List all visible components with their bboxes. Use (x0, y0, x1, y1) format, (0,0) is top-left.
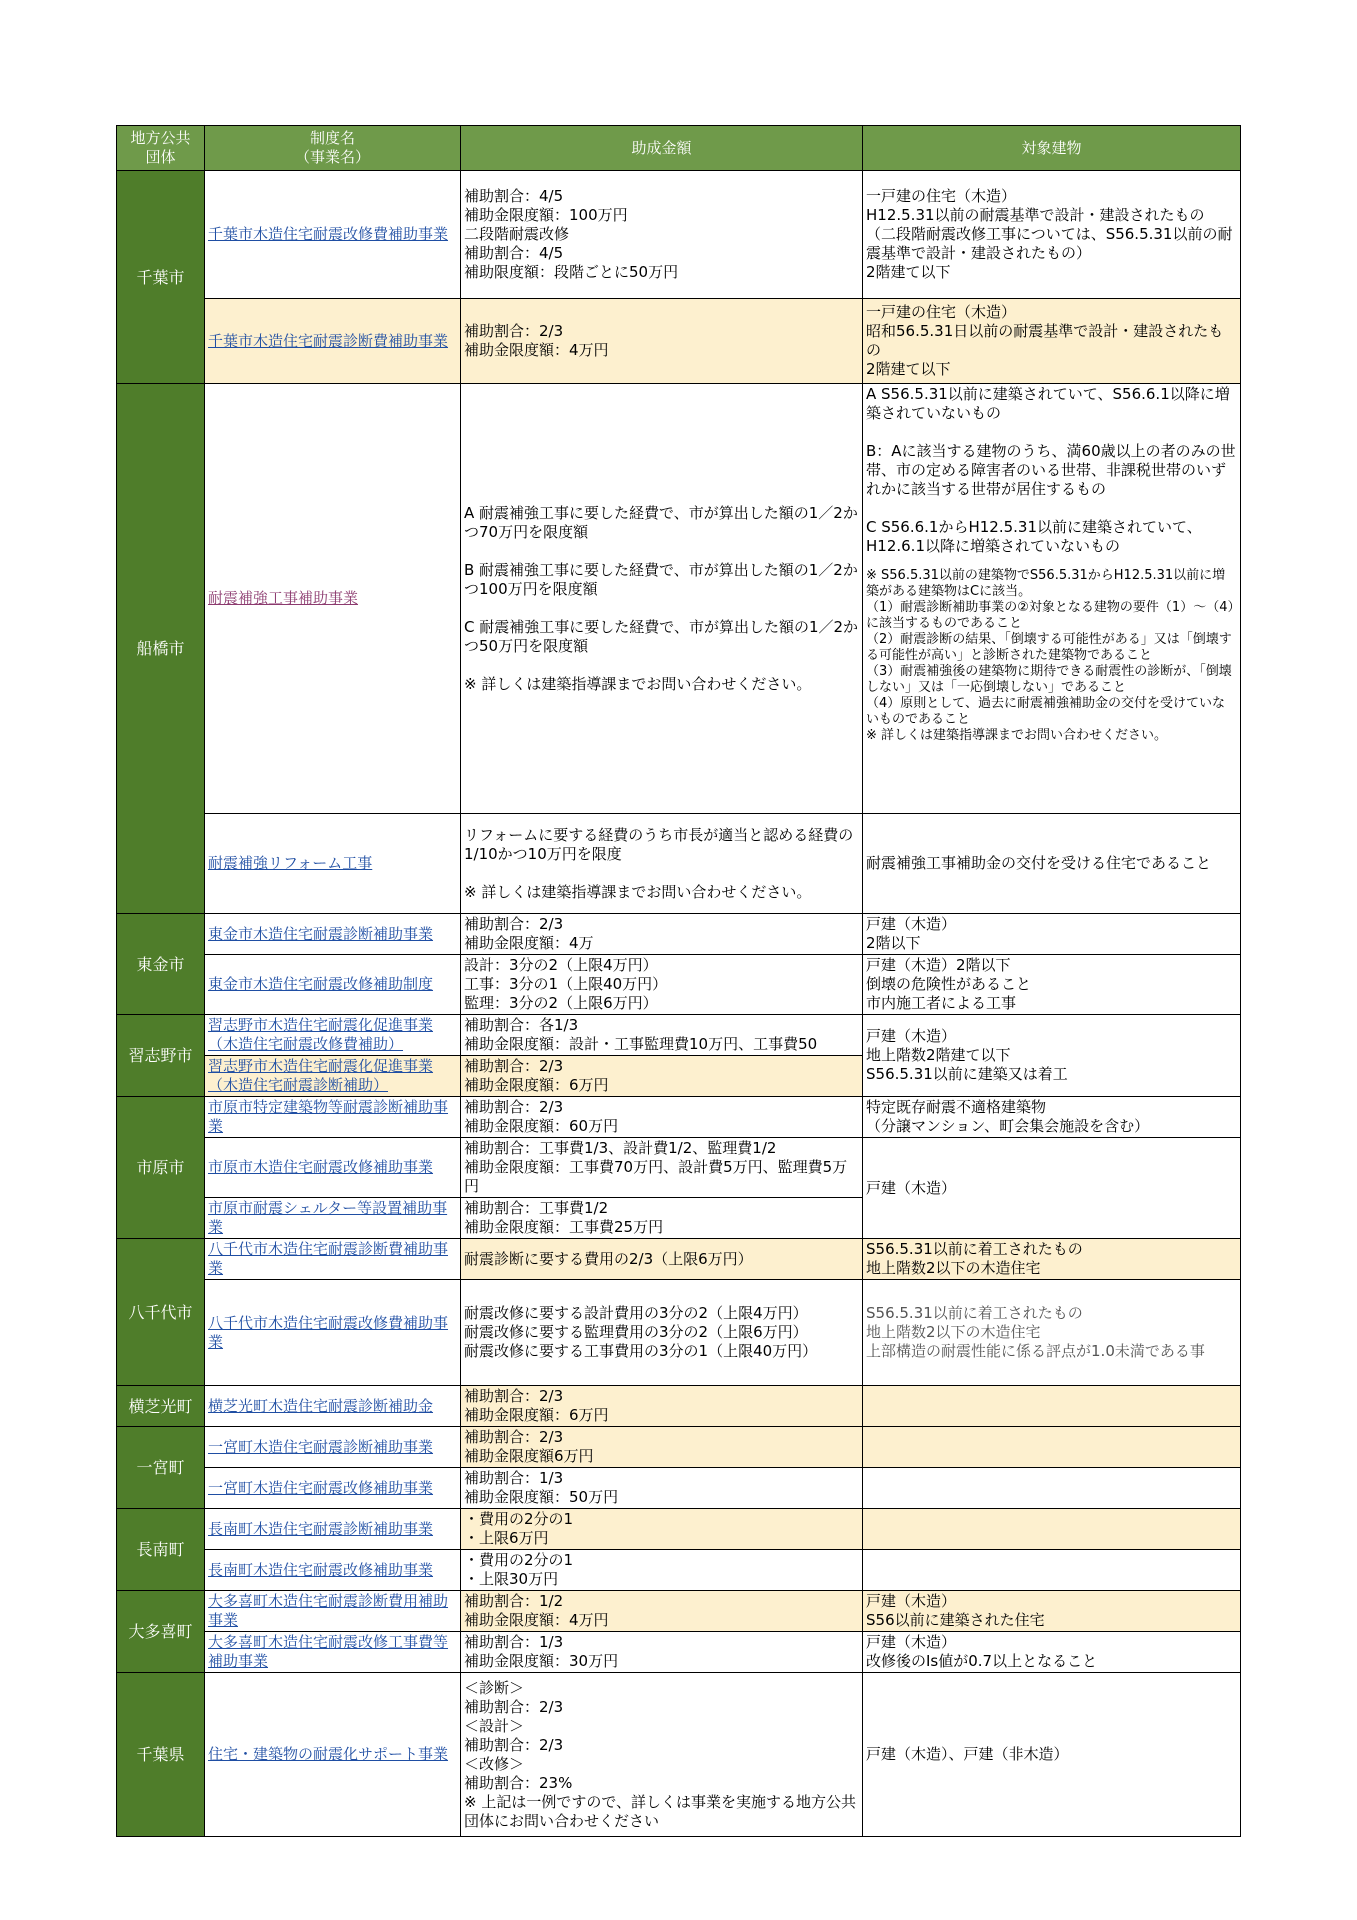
target-cell: 戸建（木造） (863, 1138, 1241, 1239)
amount-cell: 補助割合：各1/3 補助金限度額：設計・工事監理費10万円、工事費50 (461, 1015, 863, 1056)
program-cell (205, 1632, 461, 1673)
municipality-cell: 東金市 (117, 914, 205, 1015)
program-link[interactable]: 耐震補強工事補助事業 (208, 589, 359, 607)
header-program-name: 制度名 （事業名） (205, 126, 461, 171)
municipality-cell: 長南町 (117, 1509, 205, 1591)
target-cell: 戸建（木造） 地上階数2階建て以下 S56.5.31以前に建築又は着工 (863, 1015, 1241, 1097)
program-link[interactable]: 横芝光町木造住宅耐震診断補助金 (208, 1396, 434, 1415)
program-cell (205, 955, 461, 1015)
amount-cell: ・費用の2分の1 ・上限6万円 (461, 1509, 863, 1550)
header-row (117, 126, 1241, 171)
amount-cell: 補助割合：工事費1/3、設計費1/2、監理費1/2 補助金限度額：工事費70万円、設計費5万円、監理費5万円 (461, 1138, 863, 1198)
amount-cell: 補助割合：4/5 補助金限度額：100万円 二段階耐震改修 補助割合：4/5 補助限度額：段階ごとに50万円 (461, 171, 863, 299)
table-row (117, 1468, 1241, 1509)
program-link[interactable]: 習志野市木造住宅耐震化促進事業（木造住宅耐震診断補助） (208, 1057, 434, 1094)
target-cell: 耐震補強工事補助金の交付を受ける住宅であること (863, 814, 1241, 914)
program-cell (205, 1198, 461, 1239)
program-cell (205, 1468, 461, 1509)
amount-cell: 補助割合：2/3 補助金限度額：4万 (461, 914, 863, 955)
program-cell (205, 1239, 461, 1280)
program-cell (205, 814, 461, 914)
program-cell (205, 299, 461, 384)
program-cell (205, 1591, 461, 1632)
target-cell: 一戸建の住宅（木造） H12.5.31以前の耐震基準で設計・建設されたもの （二段階耐震改修工事については、S56.5.31以前の耐震基準で設計・建設されたもの） 2階建て以下 (863, 171, 1241, 299)
table-row (117, 1673, 1241, 1837)
program-cell (205, 1097, 461, 1138)
target-text: A S56.5.31以前に建築されていて、S56.6.1以降に増築されていないもの B：Aに該当する建物のうち、満60歳以上の者のみの世帯、市の定める障害者のいる世帯、非課税世帯のいずれかに該当する世帯が居住するもの C S56.6.1からH12.5.31以前に建築されていて、H12.6.1以降に増築されていないもの (866, 385, 1236, 555)
municipality-cell: 大多喜町 (117, 1591, 205, 1673)
municipality-cell: 一宮町 (117, 1427, 205, 1509)
amount-cell: 補助割合：1/3 補助金限度額：50万円 (461, 1468, 863, 1509)
program-link[interactable]: 一宮町木造住宅耐震改修補助事業 (208, 1478, 434, 1497)
header-municipality: 地方公共 団体 (117, 126, 205, 171)
amount-cell: 設計：3分の2（上限4万円） 工事：3分の1（上限40万円） 監理：3分の2（上限6万円） (461, 955, 863, 1015)
target-cell: 戸建（木造） S56以前に建築された住宅 (863, 1591, 1241, 1632)
program-cell (205, 1138, 461, 1198)
table-row (117, 384, 1241, 814)
program-cell (205, 1280, 461, 1386)
amount-cell: 補助割合：2/3 補助金限度額：60万円 (461, 1097, 863, 1138)
table-row (117, 1386, 1241, 1427)
program-cell (205, 384, 461, 814)
program-link[interactable]: 東金市木造住宅耐震改修補助制度 (208, 975, 434, 993)
program-link[interactable]: 一宮町木造住宅耐震診断補助事業 (208, 1437, 434, 1456)
municipality-cell: 八千代市 (117, 1239, 205, 1386)
table-row (117, 1591, 1241, 1632)
amount-cell: 補助割合：2/3 補助金限度額：4万円 (461, 299, 863, 384)
program-link[interactable]: 千葉市木造住宅耐震診断費補助事業 (208, 331, 449, 350)
subsidy-table (116, 125, 1241, 1837)
municipality-cell: 千葉市 (117, 171, 205, 384)
program-cell (205, 1673, 461, 1837)
table-row (117, 1550, 1241, 1591)
target-cell: 戸建（木造） 改修後のIs値が0.7以上となること (863, 1632, 1241, 1673)
target-cell (863, 1468, 1241, 1509)
municipality-cell: 千葉県 (117, 1673, 205, 1837)
program-link[interactable]: 大多喜町木造住宅耐震改修工事費等補助事業 (208, 1633, 449, 1670)
program-link[interactable]: 東金市木造住宅耐震診断補助事業 (208, 924, 434, 943)
amount-cell: 補助割合：2/3 補助金限度額：6万円 (461, 1386, 863, 1427)
table-row (117, 1632, 1241, 1673)
municipality-cell: 習志野市 (117, 1015, 205, 1097)
amount-cell: ・費用の2分の1 ・上限30万円 (461, 1550, 863, 1591)
program-link[interactable]: 習志野市木造住宅耐震化促進事業（木造住宅耐震改修費補助） (208, 1016, 434, 1053)
table-row (117, 1509, 1241, 1550)
table-row (117, 914, 1241, 955)
program-cell (205, 914, 461, 955)
table-row (117, 814, 1241, 914)
target-cell (863, 1550, 1241, 1591)
amount-cell: 補助割合：1/3 補助金限度額：30万円 (461, 1632, 863, 1673)
target-cell: 特定既存耐震不適格建築物 （分譲マンション、町会集会施設を含む） (863, 1097, 1241, 1138)
target-cell: 戸建（木造） 2階以下 (863, 914, 1241, 955)
header-target: 対象建物 (863, 126, 1241, 171)
municipality-cell: 市原市 (117, 1097, 205, 1239)
municipality-cell: 船橋市 (117, 384, 205, 914)
program-link[interactable]: 市原市特定建築物等耐震診断補助事業 (208, 1098, 449, 1135)
target-cell (863, 384, 1241, 814)
target-cell (863, 1427, 1241, 1468)
target-cell (863, 1386, 1241, 1427)
amount-cell: 補助割合：2/3 補助金限度額6万円 (461, 1427, 863, 1468)
amount-cell: 補助割合：1/2 補助金限度額：4万円 (461, 1591, 863, 1632)
table-row (117, 1097, 1241, 1138)
target-cell: 戸建（木造）2階以下 倒壊の危険性があること 市内施工者による工事 (863, 955, 1241, 1015)
amount-cell: 耐震診断に要する費用の2/3（上限6万円） (461, 1239, 863, 1280)
program-cell (205, 1015, 461, 1056)
municipality-cell: 横芝光町 (117, 1386, 205, 1427)
header-amount: 助成金額 (461, 126, 863, 171)
target-cell: S56.5.31以前に着工されたもの 地上階数2以下の木造住宅 (863, 1239, 1241, 1280)
program-link[interactable]: 市原市木造住宅耐震改修補助事業 (208, 1158, 434, 1176)
amount-cell: 耐震改修に要する設計費用の3分の2（上限4万円） 耐震改修に要する監理費用の3分の2（上限6万円） 耐震改修に要する工事費用の3分の1（上限40万円） (461, 1280, 863, 1386)
program-link[interactable]: 八千代市木造住宅耐震診断費補助事業 (208, 1240, 449, 1277)
table-row (117, 1138, 1241, 1198)
target-cell: S56.5.31以前に着工されたもの 地上階数2以下の木造住宅 上部構造の耐震性能に係る評点が1.0未満である事 (863, 1280, 1241, 1386)
program-cell (205, 171, 461, 299)
amount-cell: 補助割合：工事費1/2 補助金限度額：工事費25万円 (461, 1198, 863, 1239)
target-cell: 戸建（木造）、戸建（非木造） (863, 1673, 1241, 1837)
program-cell (205, 1509, 461, 1550)
amount-cell: リフォームに要する経費のうち市長が適当と認める経費の1/10かつ10万円を限度 ※ 詳しくは建築指導課までお問い合わせください。 (461, 814, 863, 914)
table-row (117, 955, 1241, 1015)
table-row (117, 1427, 1241, 1468)
program-cell (205, 1386, 461, 1427)
program-link[interactable]: 八千代市木造住宅耐震改修費補助事業 (208, 1313, 449, 1351)
table-row (117, 171, 1241, 299)
amount-cell: ＜診断＞ 補助割合：2/3 ＜設計＞ 補助割合：2/3 ＜改修＞ 補助割合：23% ※ 上記は一例ですので、詳しくは事業を実施する地方公共団体にお問い合わせください (461, 1673, 863, 1837)
amount-cell: 補助割合：2/3 補助金限度額：6万円 (461, 1056, 863, 1097)
target-cell: 一戸建の住宅（木造） 昭和56.5.31日以前の耐震基準で設計・建設されたもの 2階建て以下 (863, 299, 1241, 384)
program-cell (205, 1056, 461, 1097)
program-link[interactable]: 住宅・建築物の耐震化サポート事業 (208, 1745, 449, 1763)
program-link[interactable]: 市原市耐震シェルター等設置補助事業 (208, 1199, 448, 1236)
program-cell (205, 1427, 461, 1468)
amount-cell: A 耐震補強工事に要した経費で、市が算出した額の1／2かつ70万円を限度額 B 耐震補強工事に要した経費で、市が算出した額の1／2かつ100万円を限度額 C 耐震補強工事に要した経費で、市が算出した額の1／2かつ50万円を限度額 ※ 詳しくは建築指導課までお問い合わせください。 (461, 384, 863, 814)
table-row (117, 1280, 1241, 1386)
table-row (117, 1239, 1241, 1280)
table-row (117, 1015, 1241, 1056)
table-row (117, 299, 1241, 384)
program-link[interactable]: 大多喜町木造住宅耐震診断費用補助事業 (208, 1592, 449, 1629)
program-link[interactable]: 耐震補強リフォーム工事 (208, 854, 373, 872)
program-link[interactable]: 長南町木造住宅耐震診断補助事業 (208, 1519, 434, 1538)
target-note: ※ S56.5.31以前の建築物でS56.5.31からH12.5.31以前に増築がある建築物はCに該当。 （1）耐震診断補助事業の②対象となる建物の要件（1）～（4）に該当するものであること （2）耐震診断の結果、「倒壊する可能性がある」又は「倒壊する可能性が高い」と診断された建築物であること （3）耐震補強後の建築物に期待できる耐震性の診断が、「倒壊しない」又は「一応倒壊しない」であること （4）原則として、過去に耐震補強補助金の交付を受けていないものであること ※ 詳しくは建築指導課までお問い合わせください。 (866, 568, 1234, 743)
target-cell (863, 1509, 1241, 1550)
program-link[interactable]: 千葉市木造住宅耐震改修費補助事業 (208, 225, 449, 243)
program-link[interactable]: 長南町木造住宅耐震改修補助事業 (208, 1560, 434, 1579)
program-cell (205, 1550, 461, 1591)
